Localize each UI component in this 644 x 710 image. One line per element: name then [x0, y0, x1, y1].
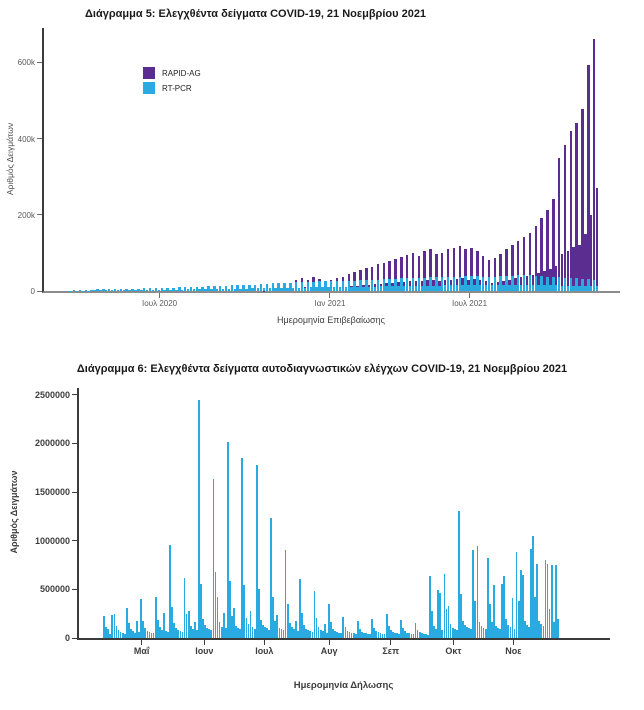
x-tick-label: Ιουλ 2021 — [452, 299, 488, 308]
y-tick-mark — [72, 492, 77, 493]
x-tick-label: Ιουλ — [255, 646, 274, 656]
chart6-bars — [97, 388, 559, 638]
y-tick-mark — [72, 638, 77, 639]
x-tick-mark — [204, 640, 205, 645]
y-tick-mark — [72, 443, 77, 444]
bar — [557, 619, 559, 638]
x-tick-mark — [264, 640, 265, 645]
chart5-y-axis-label: Αριθμός Δειγμάτων — [5, 122, 15, 196]
chart6-y-axis-label: Αριθμός Δειγμάτων — [9, 470, 19, 554]
x-tick-mark — [329, 640, 330, 645]
chart5-plot-area — [17, 28, 620, 308]
x-tick-mark — [469, 293, 470, 298]
y-tick-mark — [72, 589, 77, 590]
x-tick-mark — [159, 293, 160, 298]
bar — [596, 286, 598, 291]
y-tick-label: 0 — [64, 633, 70, 643]
y-tick-label: 500000 — [39, 584, 70, 595]
x-tick-mark — [453, 640, 454, 645]
y-tick-mark — [37, 138, 42, 139]
y-tick-label: 600k — [17, 58, 35, 68]
y-tick-label: 0 — [30, 287, 35, 296]
x-tick-label: Νοε — [505, 646, 522, 656]
x-tick-mark — [513, 640, 514, 645]
y-tick-mark — [37, 62, 42, 63]
legend-label: RT-PCR — [162, 83, 192, 93]
y-tick-label: 200k — [17, 210, 35, 220]
chart6-x-axis-label: Ημερομηνία Δήλωσης — [293, 680, 394, 691]
x-tick-mark — [141, 640, 142, 645]
chart5-x-axis-label: Ημερομηνία Επιβεβαίωσης — [277, 315, 385, 325]
x-tick-label: Σεπ — [382, 646, 399, 656]
chart5-bars — [67, 28, 600, 291]
x-tick-label: Αυγ — [320, 646, 338, 656]
chart6-title: Διάγραμμα 6: Ελεγχθέντα δείγματα αυτοδιαγνωστικών ελέγχων COVID-19, 21 Νοεμβρίου 2021 — [76, 363, 568, 375]
x-tick-label: Ιουλ 2020 — [142, 299, 178, 308]
y-tick-mark — [72, 394, 77, 395]
bar-group — [557, 388, 559, 638]
chart6-plot-area — [34, 388, 610, 656]
bar — [596, 188, 598, 291]
x-tick-label: Ιουν — [195, 646, 214, 656]
y-tick-label: 400k — [17, 134, 35, 144]
y-tick-label: 1000000 — [34, 535, 70, 546]
bar-group — [596, 28, 599, 291]
y-tick-label: 2500000 — [34, 389, 70, 400]
legend-label: RAPID-AG — [162, 68, 201, 78]
y-tick-mark — [72, 540, 77, 541]
x-tick-mark — [329, 293, 330, 298]
y-tick-label: 1500000 — [34, 487, 70, 498]
chart5-title: Διάγραμμα 5: Ελεγχθέντα δείγματα COVID-19, 21 Νοεμβρίου 2021 — [85, 8, 427, 20]
x-tick-label: Μαΐ — [133, 646, 150, 656]
x-tick-label: Οκτ — [445, 646, 462, 656]
x-tick-mark — [390, 640, 391, 645]
y-tick-label: 2000000 — [34, 438, 70, 449]
y-tick-mark — [37, 291, 42, 292]
y-tick-mark — [37, 214, 42, 215]
x-tick-label: Ιαν 2021 — [314, 299, 346, 308]
